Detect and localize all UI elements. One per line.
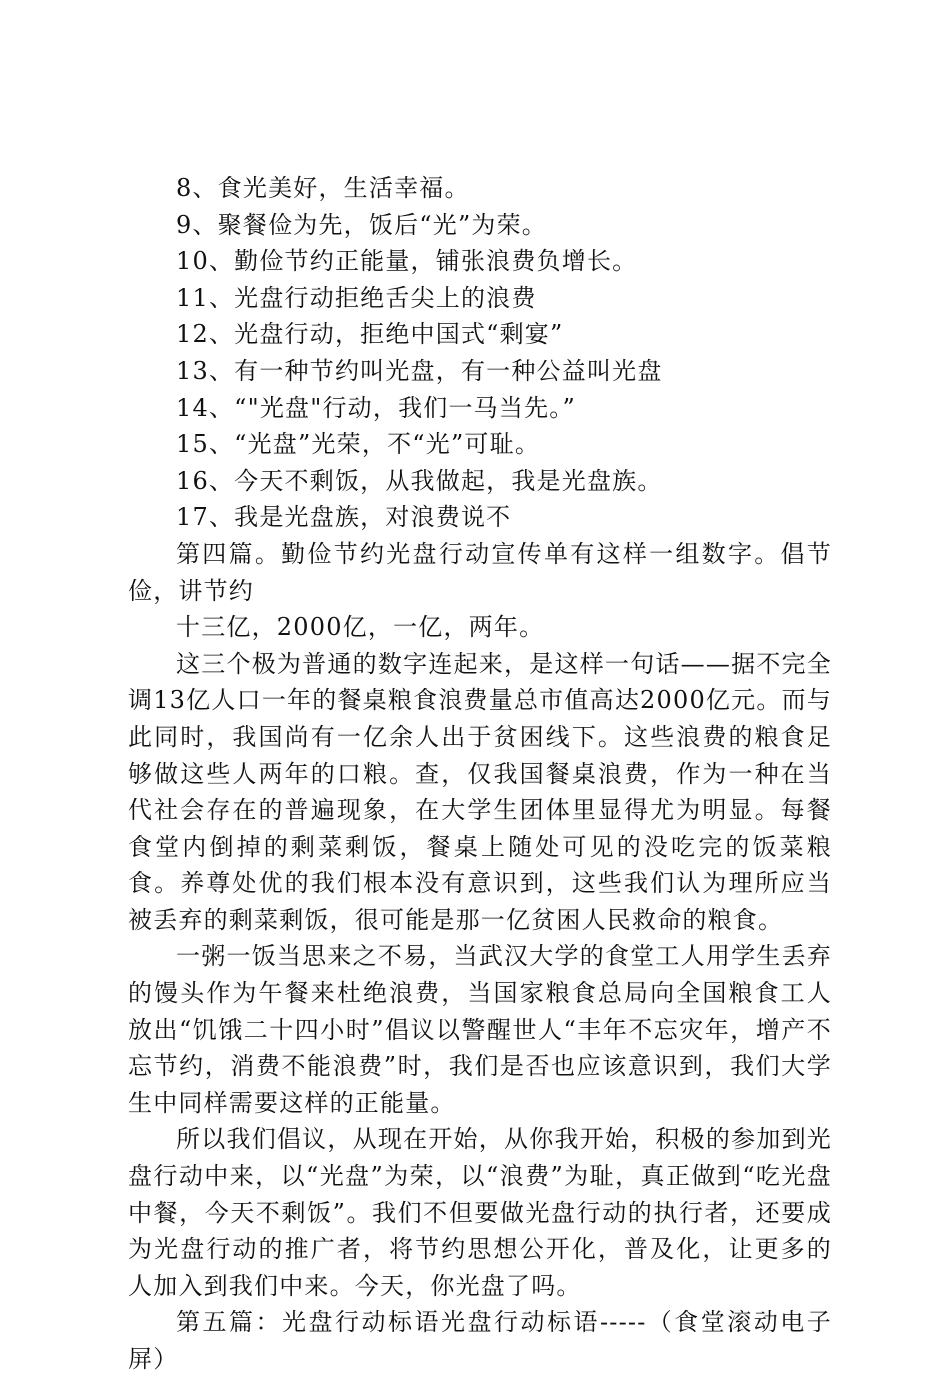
slogan-line: 11、光盘行动拒绝舌尖上的浪费 [176,283,537,312]
slogan-line: 12、光盘行动，拒绝中国式“剩宴” [176,320,564,349]
slogan-line: 10、勤俭节约正能量，铺张浪费负增长。 [176,247,638,276]
slogan-line: 14、“"光盘"行动，我们一马当先。” [176,393,576,422]
document-body [128,170,832,1378]
slogan-line: 8、食光美好，生活幸福。 [176,174,470,202]
body-paragraph: 所以我们倡议，从现在开始，从你我开始，积极的参加到光盘行动中来，以“光盘”为荣，以“浪费”为耻，真正做到“吃光盘中餐，今天不剩饭”。我们不但要做光盘行动的执行者，还要成为光盘行动的推广者，将节约思想公开化，普及化，让更多的人加入到我们中来。今天，你光盘了吗。 [128,1125,832,1300]
slogan-line: 15、“光盘”光荣，不“光”可耻。 [176,430,541,459]
numbers-line: 十三亿，2000亿，一亿，两年。 [176,613,545,642]
slogan-line: 13、有一种节约叫光盘，有一种公益叫光盘 [176,356,663,385]
body-paragraph: 一粥一饭当思来之不易，当武汉大学的食堂工人用学生丢弃的馒头作为午餐来杜绝浪费，当国家粮食总局向全国粮食工人放出“饥饿二十四小时”倡议以警醒世人“丰年不忘灾年，增产不忘节约，消费不能浪费”时，我们是否也应该意识到，我们大学生中同样需要这样的正能量。 [128,942,832,1117]
section-five-heading: 第五篇：光盘行动标语光盘行动标语-----（食堂滚动电子屏） [128,1308,832,1373]
slogan-line: 16、今天不剩饭，从我做起，我是光盘族。 [176,466,663,495]
slogan-line: 17、我是光盘族，对浪费说不 [176,503,512,532]
section-four-heading: 第四篇。勤俭节约光盘行动宣传单有这样一组数字。倡节俭，讲节约 [128,539,832,605]
body-paragraph: 这三个极为普通的数字连起来，是这样一句话——据不完全调13亿人口一年的餐桌粮食浪费量总市值高达2000亿元。而与此同时，我国尚有一亿余人出于贫困线下。这些浪费的粮食足够做这些人两年的口粮。查，仅我国餐桌浪费，作为一种在当代社会存在的普遍现象，在大学生团体里显得尤为明显。每餐食堂内倒掉的剩菜剩饭，餐桌上随处可见的没吃完的饭菜粮食。养尊处优的我们根本没有意识到，这些我们认为理所应当被丢弃的剩菜剩饭，很可能是那一亿贫困人民救命的粮食。 [128,649,832,934]
slogan-line: 9、聚餐俭为先，饭后“光”为荣。 [176,210,548,239]
